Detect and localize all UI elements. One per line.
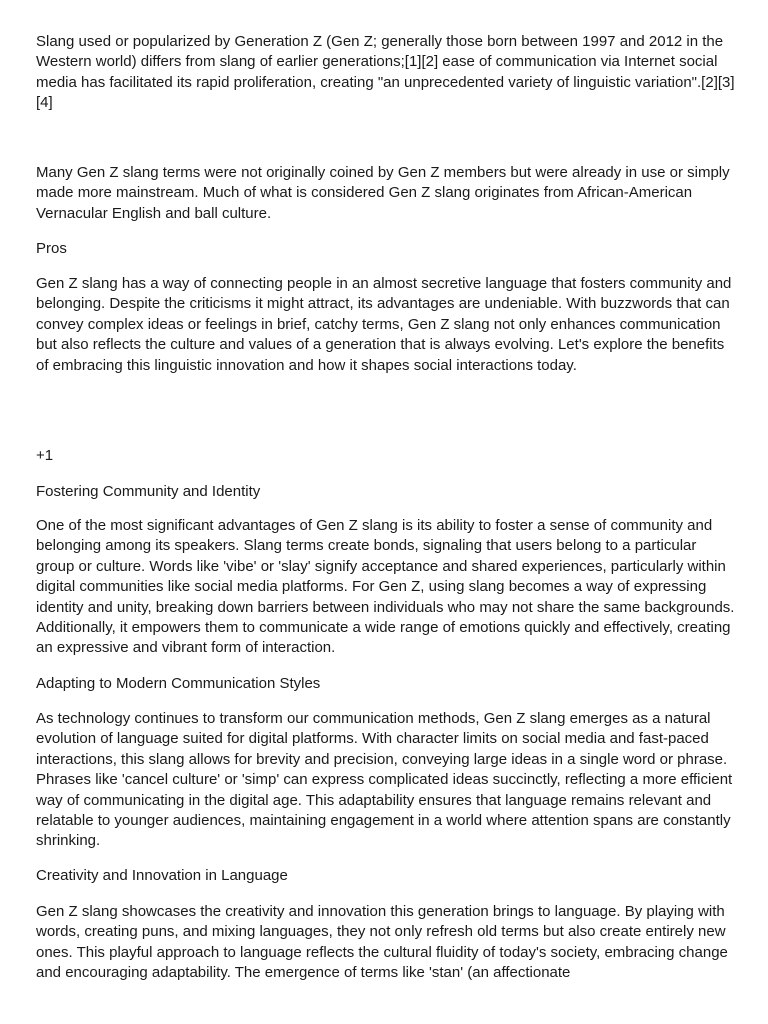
pros-intro-paragraph: Gen Z slang has a way of connecting people in an almost secretive language that fosters community and belonging. Despite the criticisms it might attract, its advantages are undeniable. With buzzwords that can convey complex ideas or feelings in brief, catchy terms, Gen Z slang not only enhances communication but also reflects the culture and values of a generation that is always evolving. Let's explore the benefits of embracing this linguistic innovation and how it shapes social interactions today.: [36, 275, 732, 374]
section-heading-communication: Adapting to Modern Communication Styles: [36, 675, 321, 692]
section-body-community: One of the most significant advantages of Gen Z slang is its ability to foster a sense of community and belonging among its speakers. Slang terms create bonds, signaling that users belong to a particular group or culture. Words like 'vibe' or 'slay' signify acceptance and shared experiences, particularly within digital communities like social media platforms. For Gen Z, using slang becomes a way of expressing identity and unity, breaking down barriers between individuals who may not share the same backgrounds. Additionally, it empowers them to communicate a wide range of emotions quickly and effectively, creating an expressive and vibrant form of interaction.: [36, 517, 735, 657]
section-body-creativity: Gen Z slang showcases the creativity and innovation this generation brings to language. By playing with words, creating puns, and mixing languages, they not only refresh old terms but also create entirely new ones. This playful approach to language reflects the cultural fluidity of today's society, embracing change and encouraging adaptability. The emergence of terms like 'stan' (an affectionate: [36, 903, 728, 982]
section-heading-community: Fostering Community and Identity: [36, 483, 261, 500]
intro-paragraph: Slang used or popularized by Generation Z (Gen Z; generally those born between 1997 and 2012 in the Western world) differs from slang of earlier generations;[1][2] ease of communication via Internet social media has facilitated its rapid proliferation, creating "an unprecedented variety of linguistic variation".[2][3][4]: [36, 33, 735, 112]
plus-one-label: +1: [36, 447, 54, 464]
section-heading-creativity: Creativity and Innovation in Language: [36, 867, 288, 884]
origins-paragraph: Many Gen Z slang terms were not originally coined by Gen Z members but were already in use or simply made more mainstream. Much of what is considered Gen Z slang originates from African-American Vernacular English and ball culture.: [36, 164, 730, 222]
section-body-communication: As technology continues to transform our communication methods, Gen Z slang emerges as a natural evolution of language suited for digital platforms. With character limits on social media and fast-paced interactions, this slang allows for brevity and precision, conveying large ideas in a single word or phrase. Phrases like 'cancel culture' or 'simp' can express complicated ideas succinctly, reflecting a more efficient way of communicating in the digital age. This adaptability ensures that language remains relevant and relatable to younger audiences, maintaining engagement in a world where attention spans are constantly shrinking.: [36, 710, 733, 850]
pros-heading: Pros: [36, 240, 67, 257]
